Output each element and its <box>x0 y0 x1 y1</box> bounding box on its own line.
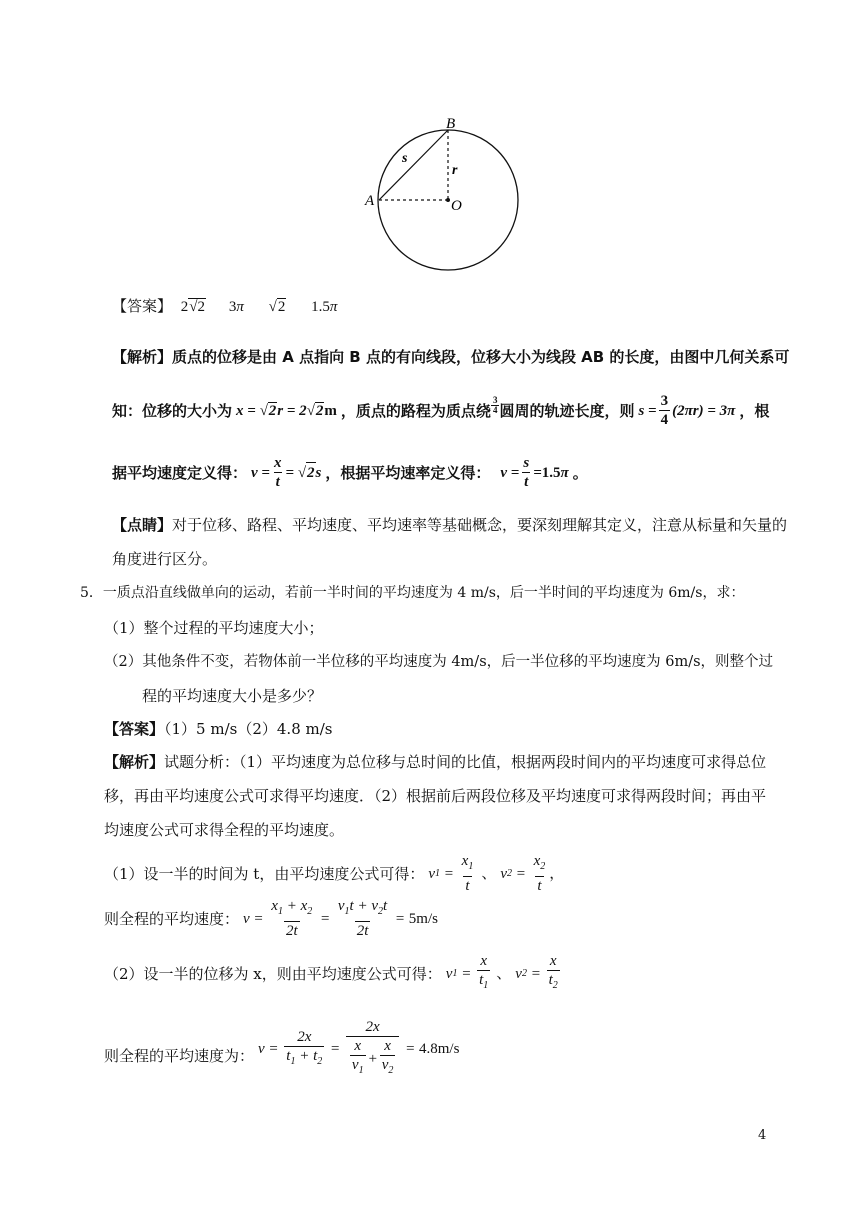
q4-analysis-text1: 质点的位移是由 A 点指向 B 点的有向线段，位移大小为线段 AB 的长度，由图中几何关系可 <box>172 348 790 366</box>
q4-answer-value-2: 3π <box>228 299 244 315</box>
q5-analysis-line2: 移，再由平均速度公式可求得平均速度．（2）根据前后两段位移及平均速度可求得两段时间；再由平 <box>104 787 767 805</box>
q5-question <box>80 583 744 603</box>
q5-question-text: 一质点沿直线做单向的运动，若前一半时间的平均速度为 4 m/s，后一半时间的平均速度为 6m/s，求： <box>102 585 745 601</box>
q4-analysis-text3a: 据平均速度定义得： <box>112 463 248 482</box>
q4-analysis-label: 【解析】 <box>112 348 173 366</box>
q4-answer <box>112 296 337 317</box>
q5-step1: （1）设一半的时间为 t，由平均速度公式可得： v 1 = $\frac{x_1}{t}$ 、 v 2 = $\frac{x_2}{t}$ ， <box>104 853 565 894</box>
q4-avg-speed-formula: v = $\frac{s}{t}$ = 1.5 π <box>500 455 569 490</box>
q4-analysis-text3b: ，根据平均速率定义得： <box>325 463 491 482</box>
q4-path-formula: s = $\frac{3}{4}$ (2πr) = 3π <box>638 393 736 428</box>
q4-avg-velocity-formula: v = $\frac{x}{t}$ = √ 2 s <box>251 455 322 490</box>
q5-analysis-label: 【解析】 <box>104 753 165 771</box>
q4-analysis-line3 <box>112 454 588 491</box>
q4-analysis-text2b: ，质点的路程为质点绕 <box>340 401 491 420</box>
label-s: s <box>402 151 408 166</box>
q5-sub2-line2: 程的平均速度大小是多少？ <box>142 687 323 705</box>
q5-answer-text: （1）5 m/s（2）4.8 m/s <box>164 720 333 738</box>
label-r: r <box>452 163 458 178</box>
q4-comment-line2 <box>112 549 217 569</box>
q4-analysis-text2a: 知：位移的大小为 <box>112 401 233 420</box>
q5-step2: 则全程的平均速度： v = $\frac{x_1 + x_2}{2t}$ = $\frac{v_1t + v_2t}{2t}$ = 5m/s <box>104 898 438 939</box>
q4-comment-line1 <box>112 515 787 535</box>
q5-sub1: （1）整个过程的平均速度大小； <box>104 619 324 637</box>
q4-answer-label: 【答案】 <box>112 297 173 315</box>
q5-step1-formula: v 1 = $\frac{x_1}{t}$ 、 v 2 = $\frac{x_2}{t}$ ， <box>428 853 565 894</box>
q4-answer-value-3: √2 <box>268 299 286 315</box>
page-number: 4 <box>758 1128 767 1143</box>
q5-step2-formula: v = $\frac{x_1 + x_2}{2t}$ = $\frac{v_1t + v_2t}{2t}$ = 5m/s <box>243 898 438 939</box>
q4-comment-text2: 角度进行区分。 <box>112 550 218 568</box>
center-dot <box>446 198 450 202</box>
circle-diagram <box>360 110 530 280</box>
q5-step4-formula: v = $\frac{2x}{t_1 + t_2}$ = 2x $\frac{x}{v_1}$ + $\frac{x}{v_2}$ = 4.8m/s <box>258 1018 459 1080</box>
label-b: B <box>446 116 456 132</box>
q4-analysis-line2 <box>112 392 769 429</box>
q4-displacement-formula: x = √2r = 2√2m <box>236 402 337 419</box>
q4-comment-label: 【点睛】 <box>112 516 173 534</box>
label-o: O <box>451 198 462 214</box>
q5-step4: 则全程的平均速度为： v = $\frac{2x}{t_1 + t_2}$ = 2x $\frac{x}{v_1}$ + $\frac{x}{v_2}$ = 4.8m/s <box>104 1018 459 1080</box>
q4-three-quarter: $\frac{3}{4}$ <box>492 395 498 415</box>
q4-analysis-line1 <box>112 347 789 367</box>
q4-comment-text1: 对于位移、路程、平均速度、平均速率等基础概念，要深刻理解其定义，注意从标量和矢量的 <box>172 516 788 534</box>
q4-answer-value-4: 1.5π <box>311 299 338 315</box>
q5-sub2-line1: （2）其他条件不变，若物体前一半位移的平均速度为 4m/s，后一半位移的平均速度为 6m/s，则整个过 <box>104 654 774 670</box>
q5-analysis-line3: 均速度公式可求得全程的平均速度。 <box>104 821 345 839</box>
q4-analysis-text2c: 圆周的轨迹长度，则 <box>499 401 635 420</box>
q4-answer-value-1: 2√2 <box>180 299 206 315</box>
q5-step3: （2）设一半的位移为 x，则由平均速度公式可得： v 1 = $\frac{x}{t_1}$ 、 v 2 = $\frac{x}{t_2}$ <box>104 952 562 995</box>
q5-analysis-line1: 【解析】试题分析：（1）平均速度为总位移与总时间的比值，根据两段时间内的平均速度可求得总位 <box>104 753 767 771</box>
q4-analysis-text3c: 。 <box>572 463 588 482</box>
q5-number: 5． <box>80 585 103 601</box>
chord-s <box>379 130 448 200</box>
q5-answer <box>104 719 333 739</box>
q4-analysis-text2d: ，根 <box>739 401 770 420</box>
label-a: A <box>365 193 375 209</box>
q5-answer-label: 【答案】 <box>104 720 165 738</box>
q5-step3-formula: v 1 = $\frac{x}{t_1}$ 、 v 2 = $\frac{x}{t_2}$ <box>446 952 562 995</box>
